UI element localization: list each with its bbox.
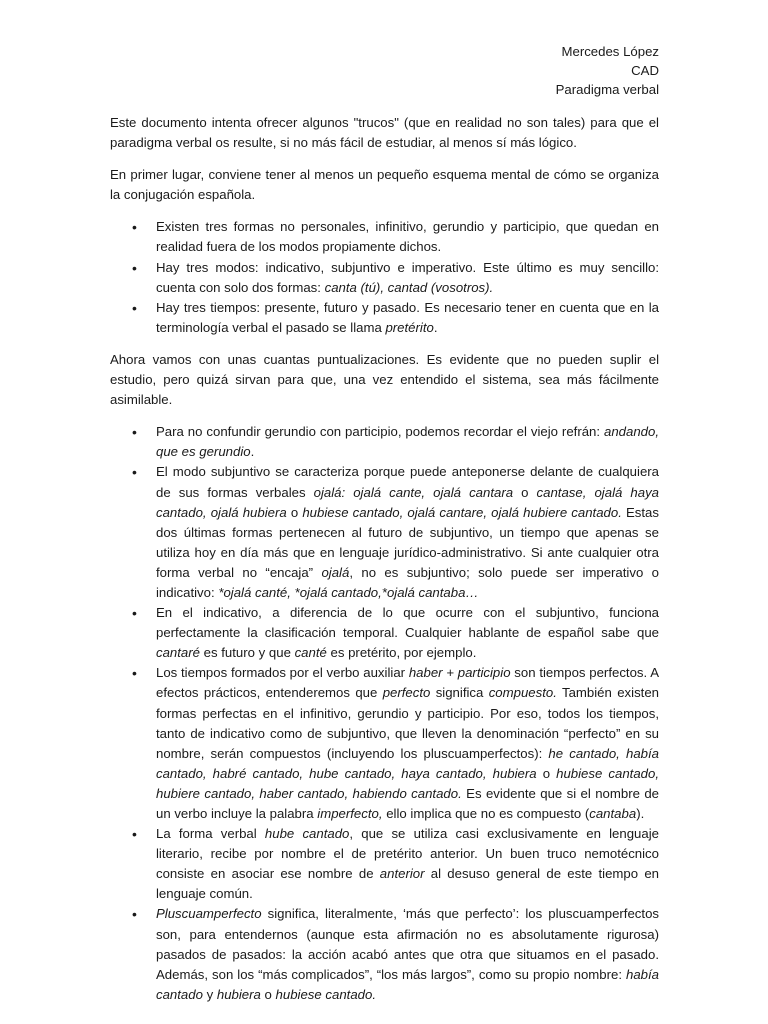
organization: CAD — [631, 63, 659, 78]
document-subject: Paradigma verbal — [555, 82, 659, 97]
text-run: o — [260, 986, 276, 1002]
list-item — [156, 663, 659, 824]
text-run: , que se utiliza casi exclusivamente en lenguaje literario, recibe por nombre el de pretérito anterior. Un buen truco nemotécnico consiste en asociar ese nombre de — [156, 826, 659, 882]
text-run: Estas dos últimas formas pertenecen al futuro de subjuntivo, un tiempo que apenas se utiliza hoy en día más que en lenguaje jurídico-administrativo. Si ante cualquier otra forma verbal no “encaja” — [156, 504, 659, 580]
example-text: canta (tú), cantad (vosotros). — [324, 279, 494, 295]
text-run: Para no confundir gerundio con participio, podemos recordar el viejo refrán: — [156, 424, 604, 440]
example-text: ojalá: ojalá cante, ojalá cantara — [313, 484, 514, 500]
text-run: . — [250, 444, 255, 460]
example-text: hube cantado — [264, 826, 350, 842]
example-text: he cantado, había cantado, habré cantado, hube cantado, haya cantado, hubiera — [156, 745, 659, 781]
text-run: Hay tres modos: indicativo, subjuntivo e imperativo. Este último es muy sencillo: cuenta con solo dos formas: — [156, 259, 659, 295]
tips-list — [110, 422, 659, 1005]
list-item — [156, 462, 659, 603]
document-page — [110, 42, 659, 1005]
text-run: . — [433, 319, 438, 335]
example-text: cantaré — [156, 645, 200, 661]
text-run: y — [202, 986, 217, 1002]
text-run: o — [286, 504, 303, 520]
document-header — [110, 42, 659, 99]
text-run: La forma verbal — [156, 826, 265, 842]
intro-paragraph-2: En primer lugar, conviene tener al menos un pequeño esquema mental de cómo se organiza la conjugación española. — [110, 167, 659, 203]
text-run: Es evidente que si el nombre de un verbo incluye la palabra — [156, 785, 659, 821]
author-name: Mercedes López — [561, 44, 659, 59]
example-text: compuesto. — [488, 685, 557, 701]
example-text: *ojalá canté, *ojalá cantado,*ojalá cantaba… — [218, 584, 479, 600]
text-run: , no es subjuntivo; solo puede ser imperativo o indicativo: — [156, 564, 659, 600]
example-text: había cantado — [156, 966, 659, 1002]
example-text: hubiese cantado. — [275, 986, 376, 1002]
middle-paragraph: Ahora vamos con unas cuantas puntualizaciones. Es evidente que no pueden suplir el estudio, pero quizá sirvan para que, una vez entendido el sistema, sea más fácilmente asimilable. — [110, 351, 659, 408]
example-text: pretérito — [385, 319, 434, 335]
example-text: andando, que es gerundio — [156, 424, 659, 460]
example-text: canté — [294, 645, 327, 661]
list-item: • Existen tres formas no personales, infinitivo, gerundio y participio, que quedan en realidad fuera de los modos propiamente dichos. — [156, 217, 659, 257]
text-run: significa, literalmente, ‘más que perfecto’: los pluscuamperfectos son, para entendernos (aunque esta afirmación no es absolutamente rigurosa) pasados de pasados: la acción acabó antes que otra que situamos en el pasado. Además, son los “más complicados”, “los más largos”, como su propio nombre: — [156, 906, 659, 982]
overview-list — [110, 217, 659, 338]
example-text: imperfecto, — [317, 806, 383, 821]
example-text: cantase, ojalá haya cantado, ojalá hubiera — [156, 484, 659, 520]
text-run: En el indicativo, a diferencia de lo que ocurre con el subjuntivo, funciona perfectamente la clasificación temporal. Cualquier hablante de español sabe que — [156, 605, 659, 641]
list-item — [156, 824, 659, 904]
example-text: hubiese cantado, ojalá cantare, ojalá hubiere cantado. — [302, 504, 622, 520]
text-run: al desuso general de este tiempo en lenguaje común. — [156, 866, 659, 902]
text-run: ello implica que no es compuesto ( — [382, 806, 590, 821]
text-run: significa — [430, 685, 489, 701]
list-item — [156, 904, 659, 1004]
text-run: ). — [636, 806, 645, 821]
example-text: haber + participio — [408, 665, 511, 681]
text-run: El modo subjuntivo se caracteriza porque puede anteponerse delante de cualquiera de sus formas verbales — [156, 464, 659, 500]
list-item — [156, 298, 659, 338]
text-run: También existen formas perfectas en el infinitivo, gerundio y participio. Por eso, todos los tiempos, tanto de indicativo como de subjuntivo, que lleven la denominación “perfecto” en su nombre, serán compuestos (incluyendo los pluscuamperfectos): — [156, 685, 659, 761]
text-run: o — [513, 484, 537, 500]
text-run: Los tiempos formados por el verbo auxiliar — [156, 665, 409, 681]
example-text: ojalá — [321, 564, 350, 580]
text-run: Hay tres tiempos: presente, futuro y pasado. Es necesario tener en cuenta que en la terminología verbal el pasado se llama — [156, 299, 659, 335]
example-text: anterior — [379, 866, 425, 882]
intro-paragraph-1: Este documento intenta ofrecer algunos "trucos" (que en realidad no son tales) para que el paradigma verbal os resulte, si no más fácil de estudiar, al menos sí más lógico. — [110, 115, 659, 151]
text-run: es futuro y que — [200, 645, 295, 661]
example-text: Pluscuamperfecto — [156, 906, 262, 922]
example-text: perfecto — [382, 685, 431, 701]
text-run: o — [536, 765, 557, 781]
example-text: hubiese cantado, hubiere cantado, haber cantado, habiendo cantado. — [156, 765, 659, 801]
text-run: son tiempos perfectos. A efectos prácticos, entenderemos que — [156, 665, 659, 701]
list-item — [156, 258, 659, 298]
list-item — [156, 422, 659, 462]
example-text: cantaba — [589, 806, 637, 821]
example-text: hubiera — [216, 986, 261, 1002]
list-item — [156, 603, 659, 663]
text-run: es pretérito, por ejemplo. — [326, 645, 477, 661]
